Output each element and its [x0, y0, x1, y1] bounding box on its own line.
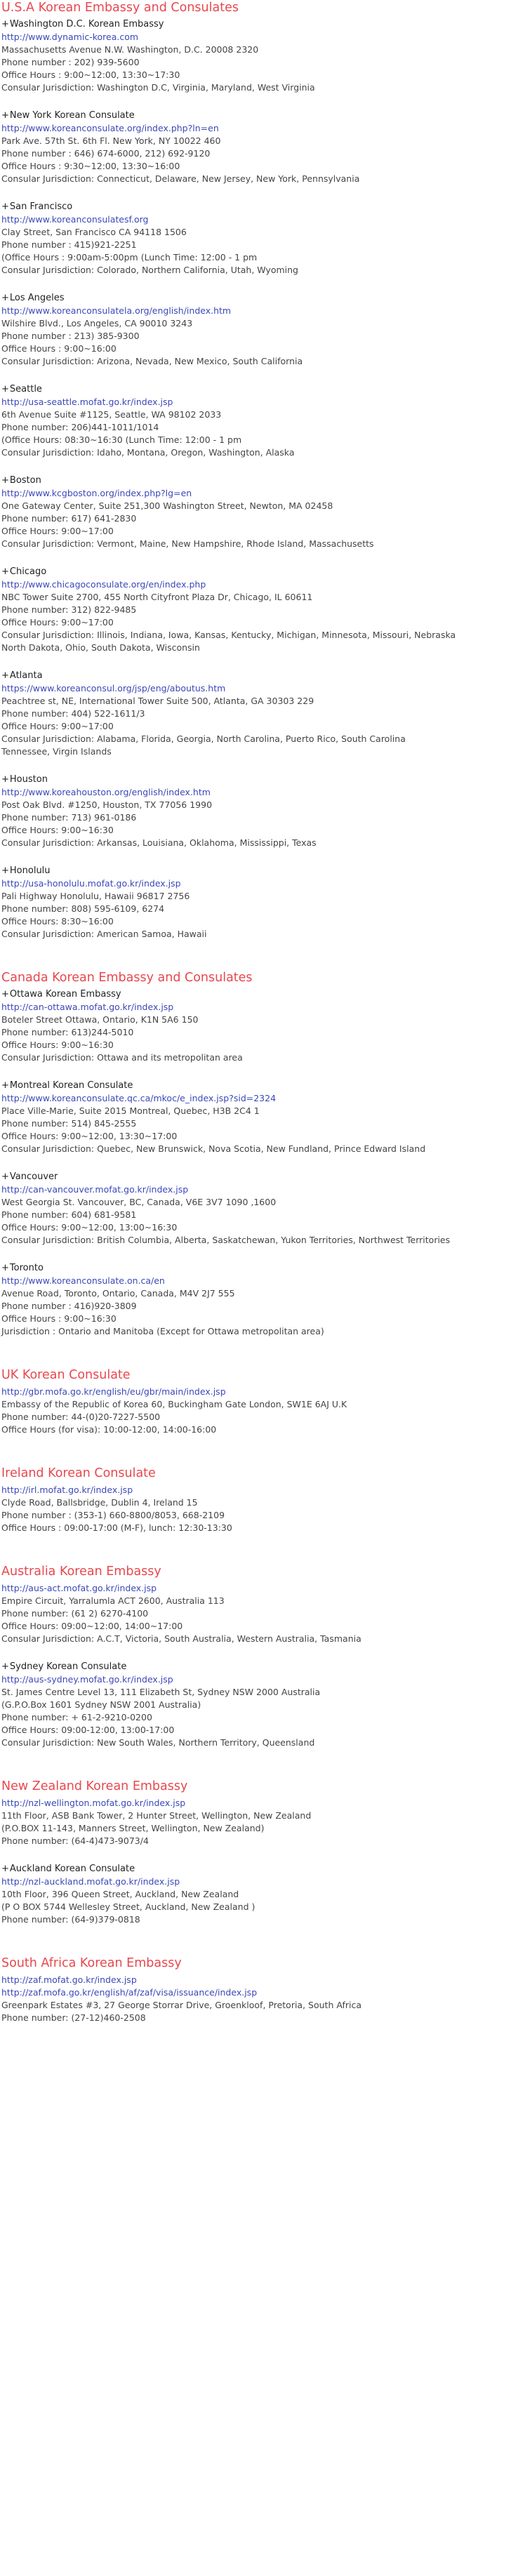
section-title: Ireland Korean Consulate	[1, 1466, 156, 1480]
office-info-line: (P O BOX 5744 Wellesley Street, Auckland, New Zealand )	[1, 1901, 255, 1912]
section-title: Canada Korean Embassy and Consulates	[1, 971, 253, 985]
office-name: Honolulu	[9, 865, 51, 876]
office-name: Chicago	[9, 566, 47, 577]
office-info-line: Phone number: 808) 595-6109, 6274	[1, 903, 165, 914]
office-info-line: Pali Highway Honolulu, Hawaii 96817 2756	[1, 891, 190, 901]
office-info-line: Phone number: (27-12)460-2508	[1, 2012, 146, 2023]
office-info-line: Office Hours: 09:00-12:00, 13:00-17:00	[1, 1725, 175, 1735]
office-name: Vancouver	[9, 1171, 58, 1182]
office-info-line: Office Hours: 09:00~12:00, 14:00~17:00	[1, 1621, 183, 1631]
office-info-line: Massachusetts Avenue N.W. Washington, D.C. 20008 2320	[1, 44, 259, 55]
embassy-section	[1, 1564, 518, 1749]
website-link[interactable]: http://can-ottawa.mofat.go.kr/index.jsp	[1, 1002, 174, 1012]
office-entry	[1, 988, 518, 1064]
office-info-line: (Office Hours : 9:00am-5:00pm (Lunch Time: 12:00 - 1 pm	[1, 252, 258, 263]
office-entry	[1, 1974, 518, 2024]
office-entry	[1, 1386, 518, 1436]
embassy-section	[1, 970, 518, 1338]
office-name-row	[1, 1080, 518, 1092]
website-link[interactable]: http://usa-honolulu.mofat.go.kr/index.jsp	[1, 878, 181, 889]
office-info-line: Office Hours: 8:30~16:00	[1, 916, 114, 927]
office-info-line: Phone number: (64-9)379-0818	[1, 1914, 140, 1925]
office-info-line: Office Hours: 9:00~17:00	[1, 526, 114, 536]
office-info-line: Office Hours: 9:00~17:00	[1, 721, 114, 731]
office-name: Sydney Korean Consulate	[9, 1661, 127, 1672]
office-info-line: Embassy of the Republic of Korea 60, Buckingham Gate London, SW1E 6AJ U.K	[1, 1399, 347, 1409]
plus-icon: +	[1, 1080, 9, 1091]
office-info-line: Consular Jurisdiction: Quebec, New Brunswick, Nova Scotia, New Fundland, Prince Edward Island	[1, 1143, 426, 1154]
embassy-section	[1, 1367, 518, 1436]
office-info-line: Consular Jurisdiction: Idaho, Montana, Oregon, Washington, Alaska	[1, 447, 295, 458]
office-info-line: 6th Avenue Suite #1125, Seattle, WA 98102 2033	[1, 409, 222, 420]
office-info-line: Office Hours: 9:00~16:30	[1, 825, 114, 835]
website-link[interactable]: http://zaf.mofat.go.kr/index.jsp	[1, 1974, 137, 1985]
office-info-line: Clay Street, San Francisco CA 94118 1506	[1, 227, 187, 237]
office-entry	[1, 1863, 518, 1926]
office-name-row	[1, 865, 518, 877]
office-entry	[1, 18, 518, 94]
office-info-line: Clyde Road, Ballsbridge, Dublin 4, Ireland 15	[1, 1497, 198, 1508]
plus-icon: +	[1, 1171, 9, 1182]
plus-icon: +	[1, 19, 9, 29]
plus-icon: +	[1, 774, 9, 785]
office-info-line: One Gateway Center, Suite 251,300 Washington Street, Newton, MA 02458	[1, 500, 333, 511]
website-link[interactable]: http://www.kcgboston.org/index.php?lg=en	[1, 488, 192, 498]
office-info-line: Phone number : 416)920-3809	[1, 1301, 137, 1311]
office-entry	[1, 1582, 518, 1645]
office-info-line: Phone number : (353-1) 660-8800/8053, 668-2109	[1, 1510, 225, 1520]
office-info-line: Phone number: + 61-2-9210-0200	[1, 1712, 152, 1722]
office-info-line: Jurisdiction : Ontario and Manitoba (Except for Ottawa metropolitan area)	[1, 1326, 324, 1336]
office-name-row	[1, 774, 518, 786]
office-info-line: Office Hours (for visa): 10:00-12:00, 14:00-16:00	[1, 1424, 217, 1435]
office-info-line: Phone number : 415)921-2251	[1, 239, 137, 250]
office-entry	[1, 292, 518, 368]
office-info-line: (G.P.O.Box 1601 Sydney NSW 2001 Australia)	[1, 1699, 201, 1710]
office-info-line: Office Hours : 9:00~12:00, 13:30~17:30	[1, 69, 180, 80]
office-name-row	[1, 1863, 518, 1875]
plus-icon: +	[1, 1263, 9, 1273]
office-name-row	[1, 1661, 518, 1673]
office-info-line: Park Ave. 57th St. 6th Fl. New York, NY 10022 460	[1, 135, 221, 146]
office-entry	[1, 774, 518, 849]
office-info-line: Phone number: 44-(0)20-7227-5500	[1, 1412, 161, 1422]
website-link[interactable]: http://www.koreanconsulate.org/index.php?ln=en	[1, 123, 219, 133]
office-info-line: Peachtree st, NE, International Tower Suite 500, Atlanta, GA 30303 229	[1, 696, 314, 706]
office-entry	[1, 1484, 518, 1534]
office-info-line: (Office Hours: 08:30~16:30 (Lunch Time: 12:00 - 1 pm	[1, 434, 242, 445]
office-info-line: Office Hours : 09:00-17:00 (M-F), lunch: 12:30-13:30	[1, 1522, 232, 1533]
office-name: Seattle	[9, 384, 42, 394]
office-info-line: West Georgia St. Vancouver, BC, Canada, V6E 3V7 1090 ,1600	[1, 1197, 277, 1207]
embassy-section	[1, 1956, 518, 2024]
plus-icon: +	[1, 865, 9, 876]
office-info-line: Consular Jurisdiction: American Samoa, Hawaii	[1, 929, 207, 939]
office-info-line: (P.O.BOX 11-143, Manners Street, Wellington, New Zealand)	[1, 1823, 265, 1833]
plus-icon: +	[1, 566, 9, 577]
office-name-row	[1, 988, 518, 1001]
office-info-line: Office Hours : 9:00~16:00	[1, 343, 117, 354]
office-info-line: Phone number: (61 2) 6270-4100	[1, 1608, 149, 1619]
office-name-row	[1, 18, 518, 31]
website-link[interactable]: http://aus-sydney.mofat.go.kr/index.jsp	[1, 1674, 173, 1685]
office-name-row	[1, 1171, 518, 1183]
office-name: Atlanta	[9, 670, 43, 681]
office-info-line: Office Hours: 9:00~12:00, 13:00~16:30	[1, 1222, 178, 1233]
website-link[interactable]: http://www.koreahouston.org/english/index.htm	[1, 787, 211, 797]
office-name: Los Angeles	[9, 293, 65, 303]
office-name: Auckland Korean Consulate	[9, 1864, 135, 1874]
office-name-row	[1, 109, 518, 122]
office-info-line: 11th Floor, ASB Bank Tower, 2 Hunter Street, Wellington, New Zealand	[1, 1810, 312, 1821]
website-link[interactable]: http://irl.mofat.go.kr/index.jsp	[1, 1485, 133, 1495]
plus-icon: +	[1, 475, 9, 486]
office-entry	[1, 1661, 518, 1749]
office-name-row	[1, 474, 518, 487]
office-name-row	[1, 566, 518, 578]
office-name: Boston	[9, 475, 41, 486]
office-name: Toronto	[9, 1263, 44, 1273]
office-info-line: Phone number : 646) 674-6000, 212) 692-9120	[1, 148, 211, 159]
office-info-line: Consular Jurisdiction: Arizona, Nevada, New Mexico, South California	[1, 356, 303, 366]
website-link[interactable]: http://can-vancouver.mofat.go.kr/index.jsp	[1, 1184, 189, 1195]
website-link[interactable]: http://www.koreanconsulate.qc.ca/mkoc/e_index.jsp?sid=2324	[1, 1093, 277, 1103]
plus-icon: +	[1, 1864, 9, 1874]
office-entry	[1, 670, 518, 758]
office-info-line: Tennessee, Virgin Islands	[1, 746, 112, 757]
office-info-line: Office Hours: 9:00~16:30	[1, 1040, 114, 1050]
office-info-line: Place Ville-Marie, Suite 2015 Montreal, Quebec, H3B 2C4 1	[1, 1106, 260, 1116]
website-link[interactable]: http://www.dynamic-korea.com	[1, 32, 139, 42]
office-entry	[1, 109, 518, 185]
office-entry	[1, 1080, 518, 1155]
office-info-line: Consular Jurisdiction: Alabama, Florida, Georgia, North Carolina, Puerto Rico, South Carolina	[1, 733, 406, 744]
office-name: Washington D.C. Korean Embassy	[9, 19, 164, 29]
section-title: Australia Korean Embassy	[1, 1565, 161, 1579]
plus-icon: +	[1, 384, 9, 394]
office-info-line: Office Hours : 9:30~12:00, 13:30~16:00	[1, 161, 180, 171]
plus-icon: +	[1, 110, 9, 121]
office-info-line: Consular Jurisdiction: Connecticut, Delaware, New Jersey, New York, Pennsylvania	[1, 173, 360, 184]
office-entry	[1, 383, 518, 459]
office-info-line: Consular Jurisdiction: Arkansas, Louisiana, Oklahoma, Mississippi, Texas	[1, 837, 317, 848]
office-entry	[1, 201, 518, 277]
office-info-line: Phone number : 213) 385-9300	[1, 331, 140, 341]
office-info-line: Phone number: 604) 681-9581	[1, 1209, 137, 1220]
website-link[interactable]: http://www.koreanconsulatesf.org	[1, 214, 149, 225]
office-info-line: Office Hours: 9:00~12:00, 13:30~17:00	[1, 1131, 178, 1141]
office-info-line: Greenpark Estates #3, 27 George Storrar Drive, Groenkloof, Pretoria, South Africa	[1, 2000, 361, 2010]
office-info-line: Consular Jurisdiction: New South Wales, Northern Territory, Queensland	[1, 1737, 315, 1748]
office-entry	[1, 566, 518, 654]
office-info-line: Phone number: 514) 845-2555	[1, 1118, 137, 1129]
office-info-line: Post Oak Blvd. #1250, Houston, TX 77056 1990	[1, 799, 213, 810]
website-link[interactable]: http://www.chicagoconsulate.org/en/index.php	[1, 579, 206, 590]
office-name: Montreal Korean Consulate	[9, 1080, 133, 1091]
office-name: Houston	[9, 774, 48, 785]
office-info-line: Phone number: 404) 522-1611/3	[1, 708, 145, 719]
website-link[interactable]: https://www.koreanconsul.org/jsp/eng/aboutus.htm	[1, 683, 226, 693]
office-name-row	[1, 670, 518, 682]
office-info-line: Boteler Street Ottawa, Ontario, K1N 5A6 150	[1, 1014, 199, 1025]
plus-icon: +	[1, 989, 9, 1000]
office-info-line: St. James Centre Level 13, 111 Elizabeth St, Sydney NSW 2000 Australia	[1, 1687, 321, 1697]
office-info-line: Phone number: (64-4)473-9073/4	[1, 1835, 149, 1846]
office-info-line: NBC Tower Suite 2700, 455 North Cityfront Plaza Dr, Chicago, IL 60611	[1, 592, 313, 602]
plus-icon: +	[1, 670, 9, 681]
office-info-line: Consular Jurisdiction: Illinois, Indiana, Iowa, Kansas, Kentucky, Michigan, Minnesota, Missouri, Nebraska	[1, 630, 456, 640]
office-name: San Francisco	[9, 201, 73, 212]
plus-icon: +	[1, 1661, 9, 1672]
office-entry	[1, 1171, 518, 1247]
office-name-row	[1, 1262, 518, 1275]
website-link[interactable]: http://zaf.mofa.go.kr/english/af/zaf/visa/issuance/index.jsp	[1, 1987, 258, 1998]
website-link[interactable]: http://gbr.mofa.go.kr/english/eu/gbr/main/index.jsp	[1, 1386, 226, 1397]
embassy-section	[1, 1779, 518, 1926]
website-link[interactable]: http://usa-seattle.mofat.go.kr/index.jsp	[1, 397, 173, 407]
office-info-line: Consular Jurisdiction: Washington D.C, Virginia, Maryland, West Virginia	[1, 82, 315, 93]
office-info-line: Empire Circuit, Yarralumla ACT 2600, Australia 113	[1, 1595, 225, 1606]
section-title: New Zealand Korean Embassy	[1, 1779, 188, 1793]
section-title: UK Korean Consulate	[1, 1368, 131, 1382]
office-info-line: Avenue Road, Toronto, Ontario, Canada, M4V 2J7 555	[1, 1288, 235, 1299]
plus-icon: +	[1, 293, 9, 303]
embassy-section	[1, 1466, 518, 1534]
office-info-line: Consular Jurisdiction: A.C.T, Victoria, South Australia, Western Australia, Tasmania	[1, 1633, 361, 1644]
website-link[interactable]: http://www.koreanconsulate.on.ca/en	[1, 1275, 165, 1286]
office-info-line: Phone number : 202) 939-5600	[1, 57, 140, 67]
office-info-line: Phone number: 613)244-5010	[1, 1027, 134, 1037]
office-entry	[1, 1262, 518, 1338]
office-info-line: 10th Floor, 396 Queen Street, Auckland, New Zealand	[1, 1889, 239, 1899]
office-info-line: Consular Jurisdiction: British Columbia, Alberta, Saskatchewan, Yukon Territories, Northwest Territories	[1, 1235, 451, 1245]
website-link[interactable]: http://aus-act.mofat.go.kr/index.jsp	[1, 1583, 157, 1593]
office-info-line: North Dakota, Ohio, South Dakota, Wisconsin	[1, 642, 200, 653]
section-title: South Africa Korean Embassy	[1, 1956, 182, 1970]
plus-icon: +	[1, 201, 9, 212]
website-link[interactable]: http://nzl-auckland.mofat.go.kr/index.jsp	[1, 1876, 180, 1887]
office-entry	[1, 474, 518, 550]
office-info-line: Office Hours: 9:00~17:00	[1, 617, 114, 628]
office-name: Ottawa Korean Embassy	[9, 989, 121, 1000]
office-info-line: Phone number: 312) 822-9485	[1, 604, 137, 615]
office-name: New York Korean Consulate	[9, 110, 135, 121]
office-info-line: Consular Jurisdiction: Vermont, Maine, New Hampshire, Rhode Island, Massachusetts	[1, 538, 374, 549]
office-name-row	[1, 292, 518, 305]
office-info-line: Phone number: 206)441-1011/1014	[1, 422, 159, 432]
office-info-line: Wilshire Blvd., Los Angeles, CA 90010 3243	[1, 318, 193, 328]
section-title: U.S.A Korean Embassy and Consulates	[1, 1, 239, 15]
office-info-line: Phone number: 713) 961-0186	[1, 812, 137, 823]
office-info-line: Phone number: 617) 641-2830	[1, 513, 137, 524]
office-info-line: Consular Jurisdiction: Colorado, Northern California, Utah, Wyoming	[1, 265, 298, 275]
office-name-row	[1, 383, 518, 396]
office-entry	[1, 865, 518, 941]
office-entry	[1, 1797, 518, 1847]
office-info-line: Consular Jurisdiction: Ottawa and its metropolitan area	[1, 1052, 243, 1063]
office-name-row	[1, 201, 518, 213]
website-link[interactable]: http://www.koreanconsulatela.org/english/index.htm	[1, 305, 232, 316]
embassy-section	[1, 0, 518, 941]
website-link[interactable]: http://nzl-wellington.mofat.go.kr/index.jsp	[1, 1798, 186, 1808]
office-info-line: Office Hours : 9:00~16:30	[1, 1313, 117, 1324]
